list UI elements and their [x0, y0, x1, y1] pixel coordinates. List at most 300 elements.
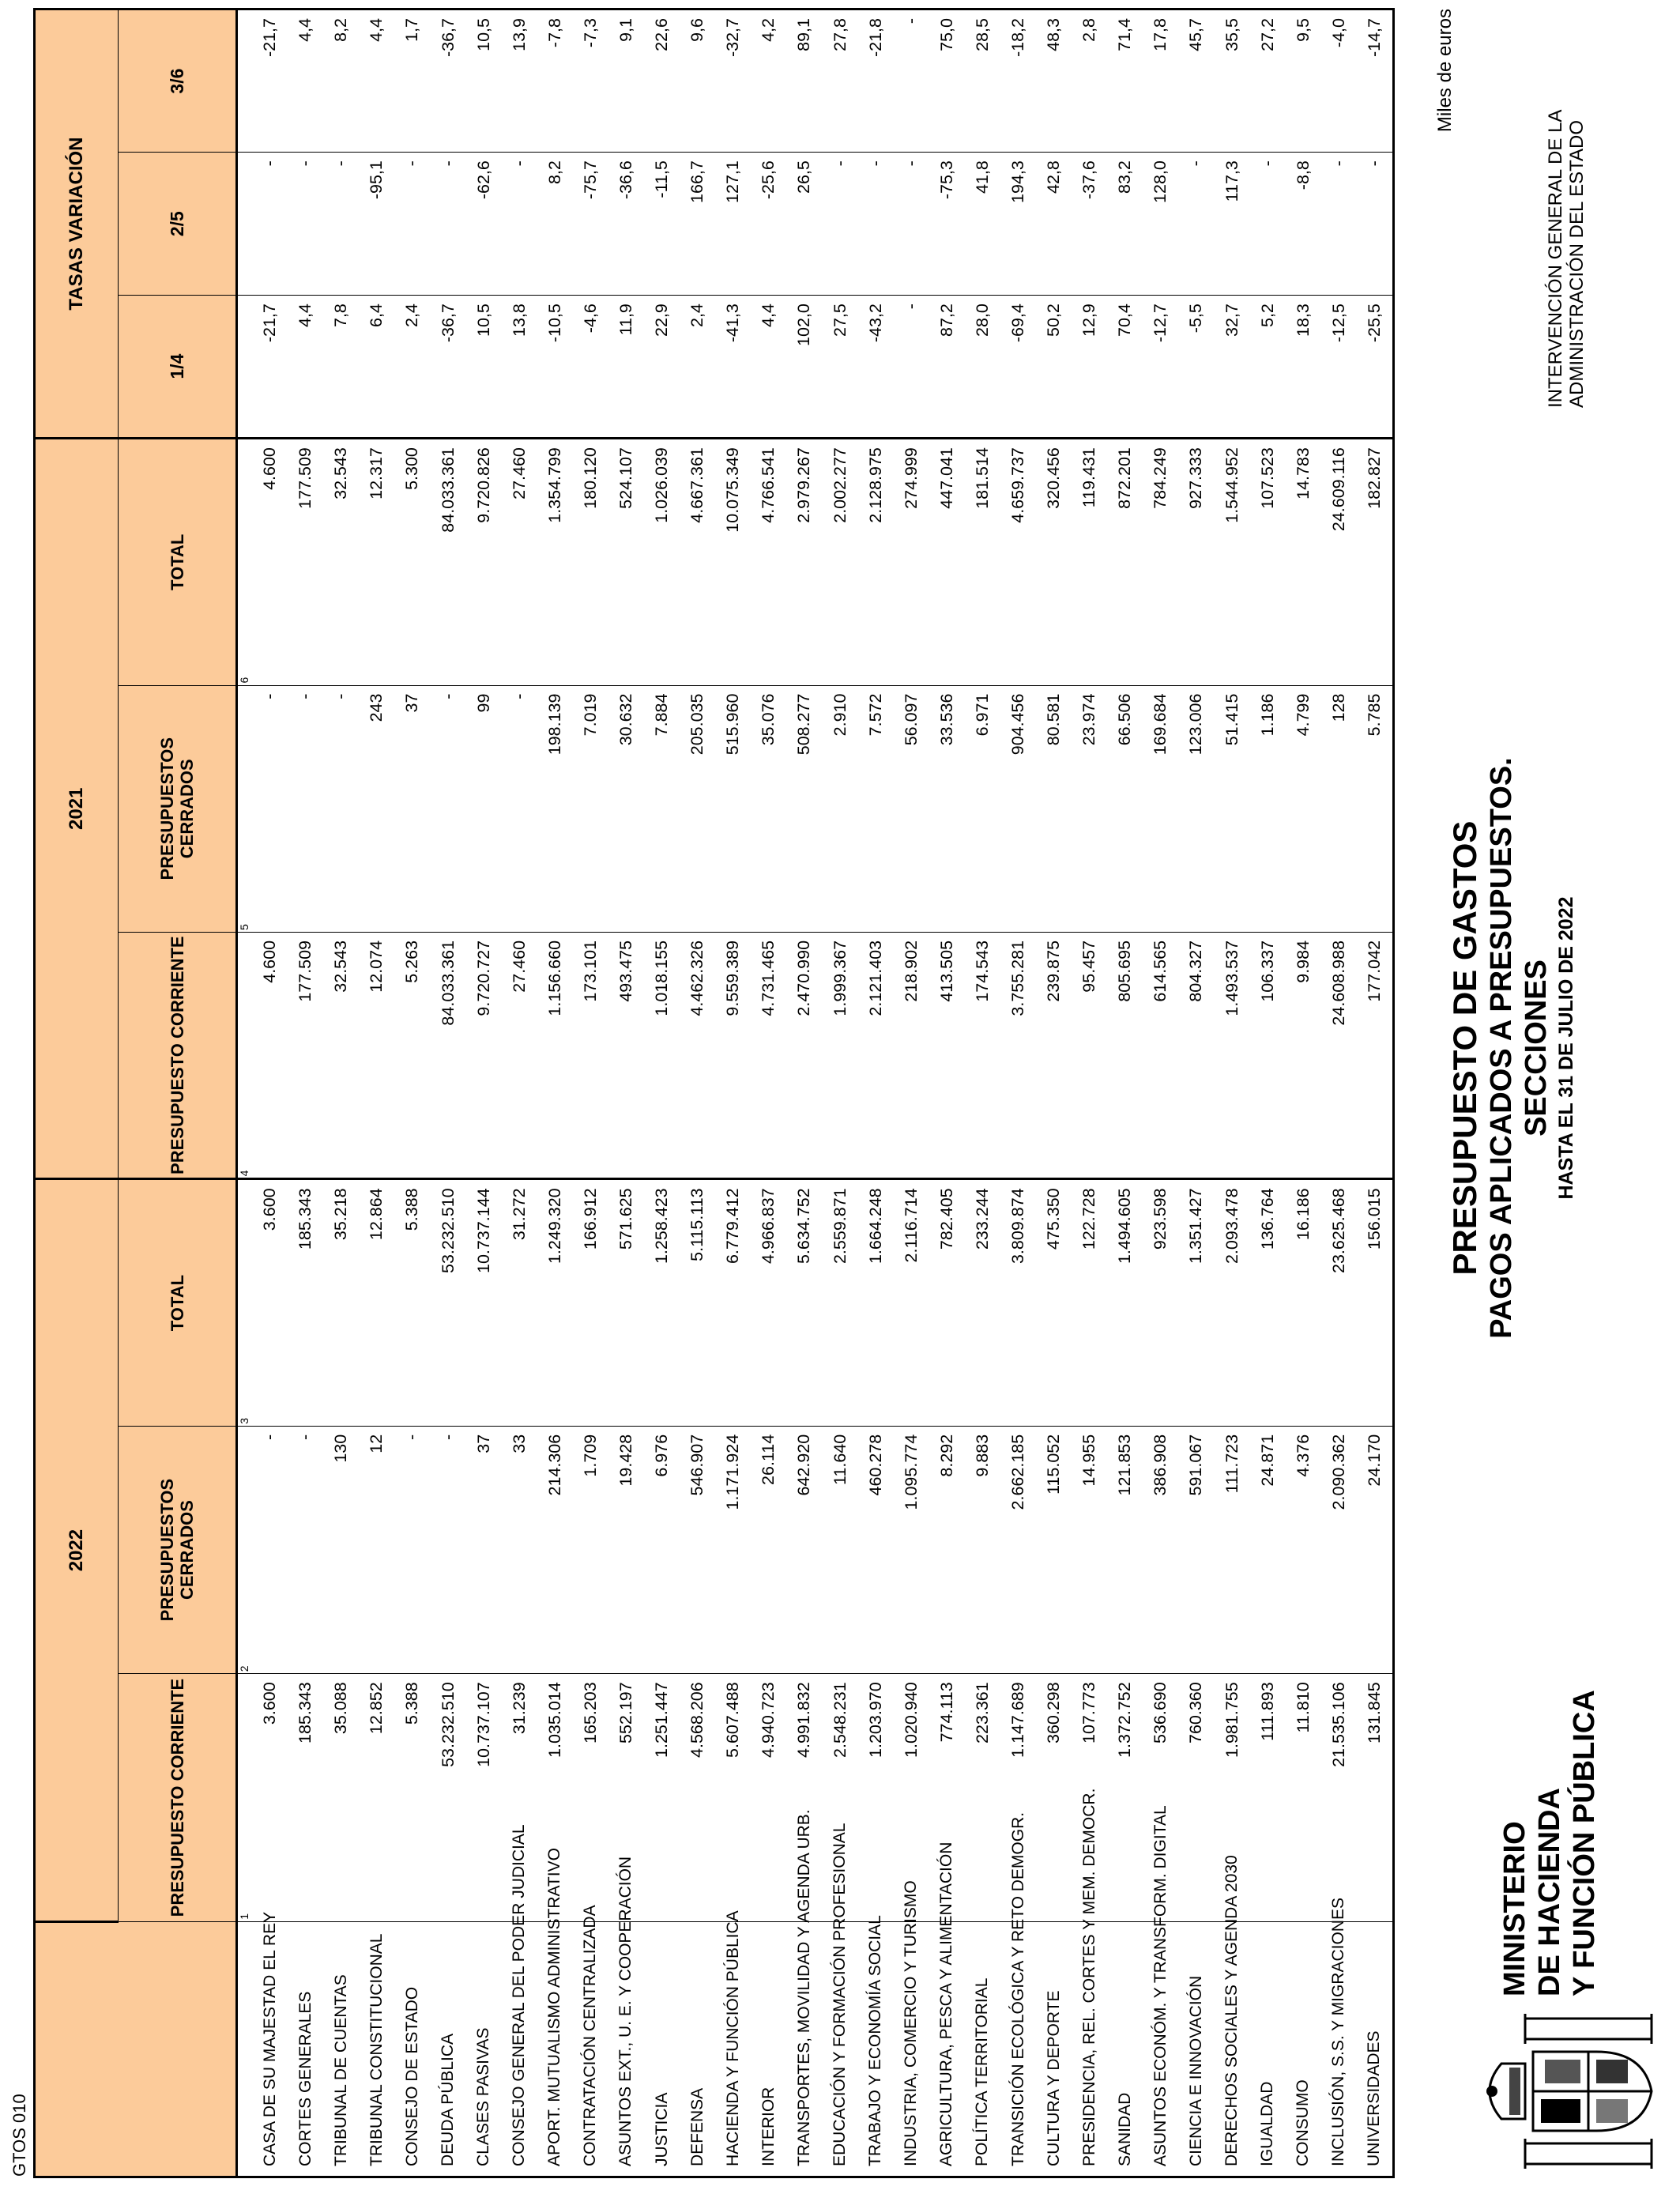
value-cell: 26.114 [751, 1426, 786, 1674]
value-cell: 19.428 [608, 1426, 644, 1674]
value-cell: 1.981.755 [1215, 1674, 1250, 1922]
value-cell: 4,4 [359, 9, 394, 153]
value-cell: 239.875 [1036, 932, 1072, 1178]
value-cell: - [1250, 153, 1286, 296]
value-cell: -41,3 [715, 296, 751, 439]
value-cell: -7,3 [573, 9, 608, 153]
section-name: DEFENSA [680, 1921, 715, 2177]
column-index-number: 3 [237, 1179, 253, 1426]
table-row [502, 9, 537, 2177]
value-cell: 53.232.510 [430, 1179, 465, 1426]
value-cell: 1.351.427 [1178, 1179, 1214, 1426]
value-cell: -36,7 [430, 296, 465, 439]
value-cell: 927.333 [1178, 439, 1214, 685]
section-name: TRIBUNAL DE CUENTAS [323, 1921, 359, 2177]
value-cell: 4.966.837 [751, 1179, 786, 1426]
value-cell: 552.197 [608, 1674, 644, 1922]
value-cell: 123.006 [1178, 685, 1214, 932]
value-cell: 11.810 [1286, 1674, 1321, 1922]
value-cell: 2.910 [823, 685, 858, 932]
value-cell: 10.075.349 [715, 439, 751, 685]
value-cell: - [1357, 153, 1394, 296]
value-cell: 27,2 [1250, 9, 1286, 153]
table-row [680, 9, 715, 2177]
value-cell: 460.278 [858, 1426, 894, 1674]
value-cell: 115.052 [1036, 1426, 1072, 1674]
table-row [252, 9, 288, 2177]
value-cell: -21,7 [252, 296, 288, 439]
value-cell: 128,0 [1143, 153, 1178, 296]
value-cell: 27,8 [823, 9, 858, 153]
group-header-2021: 2021 [35, 439, 119, 1179]
value-cell: 71,4 [1107, 9, 1143, 153]
value-cell: 10.737.107 [466, 1674, 502, 1922]
value-cell: -4,6 [573, 296, 608, 439]
value-cell: 1.203.970 [858, 1674, 894, 1922]
value-cell: 32.543 [323, 439, 359, 685]
value-cell: 475.350 [1036, 1179, 1072, 1426]
footer-code: GTOS 010 [9, 2094, 29, 2177]
value-cell: 1.494.605 [1107, 1179, 1143, 1426]
value-cell: 5.388 [394, 1674, 430, 1922]
value-cell: - [894, 153, 929, 296]
value-cell: 2.979.267 [786, 439, 822, 685]
value-cell: 214.306 [537, 1426, 573, 1674]
value-cell: 10,5 [466, 9, 502, 153]
ministry-name: MINISTERIO DE HACIENDA Y FUNCIÓN PÚBLICA [1498, 1690, 1601, 1996]
value-cell: 23.625.468 [1321, 1179, 1357, 1426]
value-cell: -43,2 [858, 296, 894, 439]
value-cell: 2.090.362 [1321, 1426, 1357, 1674]
table-row [644, 9, 680, 2177]
value-cell: 31.272 [502, 1179, 537, 1426]
value-cell: 180.120 [573, 439, 608, 685]
table-row [715, 9, 751, 2177]
table-row [1107, 9, 1143, 2177]
value-cell: 5.785 [1357, 685, 1394, 932]
value-cell: 1.020.940 [894, 1674, 929, 1922]
value-cell: - [894, 296, 929, 439]
value-cell: 233.244 [965, 1179, 1000, 1426]
value-cell: -12,5 [1321, 296, 1357, 439]
value-cell: 5.607.488 [715, 1674, 751, 1922]
value-cell: 7.019 [573, 685, 608, 932]
value-cell: 111.723 [1215, 1426, 1250, 1674]
value-cell: -95,1 [359, 153, 394, 296]
section-name: INCLUSIÓN, S.S. Y MIGRACIONES [1321, 1921, 1357, 2177]
value-cell: 4,4 [288, 296, 323, 439]
table-row [323, 9, 359, 2177]
table-row [288, 9, 323, 2177]
section-name: IGUALDAD [1250, 1921, 1286, 2177]
value-cell: -10,5 [537, 296, 573, 439]
value-cell: 5.388 [394, 1179, 430, 1426]
value-cell: 28,5 [965, 9, 1000, 153]
section-name: SANIDAD [1107, 1921, 1143, 2177]
value-cell: 66.506 [1107, 685, 1143, 932]
value-cell: 11.640 [823, 1426, 858, 1674]
value-cell: 21.535.106 [1321, 1674, 1357, 1922]
value-cell: 546.907 [680, 1426, 715, 1674]
value-cell: 27,5 [823, 296, 858, 439]
value-cell: 6.779.412 [715, 1179, 751, 1426]
value-cell: 23.974 [1072, 685, 1107, 932]
report-title [1446, 692, 1579, 1404]
section-name: CLASES PASIVAS [466, 1921, 502, 2177]
table-row [573, 9, 608, 2177]
section-name: TRIBUNAL CONSTITUCIONAL [359, 1921, 394, 2177]
value-cell: 1.664.248 [858, 1179, 894, 1426]
column-index-number: 6 [237, 439, 253, 685]
value-cell: 2.128.975 [858, 439, 894, 685]
value-cell: 4.766.541 [751, 439, 786, 685]
value-cell: 8.292 [929, 1426, 965, 1674]
value-cell: - [823, 153, 858, 296]
table-row [1286, 9, 1321, 2177]
value-cell: 9.559.389 [715, 932, 751, 1178]
value-cell: 70,4 [1107, 296, 1143, 439]
value-cell: 760.360 [1178, 1674, 1214, 1922]
value-cell: 83,2 [1107, 153, 1143, 296]
value-cell: 84.033.361 [430, 932, 465, 1178]
value-cell: 4.731.465 [751, 932, 786, 1178]
table-row [1357, 9, 1394, 2177]
value-cell: 128 [1321, 685, 1357, 932]
value-cell: -62,6 [466, 153, 502, 296]
value-cell: 131.845 [1357, 1674, 1394, 1922]
section-name: HACIENDA Y FUNCIÓN PÚBLICA [715, 1921, 751, 2177]
column-header: PRESUPUESTOS CERRADOS [119, 685, 237, 932]
value-cell: 4.991.832 [786, 1674, 822, 1922]
value-cell: 9,6 [680, 9, 715, 153]
value-cell: 35.218 [323, 1179, 359, 1426]
column-header: 1/4 [119, 296, 237, 439]
value-cell: 50,2 [1036, 296, 1072, 439]
value-cell: 185.343 [288, 1179, 323, 1426]
value-cell: 95.457 [1072, 932, 1107, 1178]
value-cell: 28,0 [965, 296, 1000, 439]
value-cell: 1.354.799 [537, 439, 573, 685]
value-cell: 5.263 [394, 932, 430, 1178]
table-row [1143, 9, 1178, 2177]
value-cell: 4.600 [252, 439, 288, 685]
column-index-number: 5 [237, 685, 253, 932]
value-cell: 127,1 [715, 153, 751, 296]
table-row [466, 9, 502, 2177]
value-cell: 515.960 [715, 685, 751, 932]
column-index-number [237, 9, 253, 153]
value-cell: 12.074 [359, 932, 394, 1178]
value-cell: 7.884 [644, 685, 680, 932]
value-cell: 1.251.447 [644, 1674, 680, 1922]
value-cell: 508.277 [786, 685, 822, 932]
value-cell: 4.667.361 [680, 439, 715, 685]
value-cell: 1.018.155 [644, 932, 680, 1178]
value-cell: 2.116.714 [894, 1179, 929, 1426]
value-cell: 774.113 [929, 1674, 965, 1922]
value-cell: - [1321, 153, 1357, 296]
row-label-header [35, 1921, 237, 2177]
value-cell: 1.493.537 [1215, 932, 1250, 1178]
section-name: AGRICULTURA, PESCA Y ALIMENTACIÓN [929, 1921, 965, 2177]
value-cell: - [502, 153, 537, 296]
value-cell: 37 [394, 685, 430, 932]
value-cell: 9.720.727 [466, 932, 502, 1178]
value-cell: 2.093.478 [1215, 1179, 1250, 1426]
value-cell: - [288, 1426, 323, 1674]
table-row [965, 9, 1000, 2177]
value-cell: 2,4 [394, 296, 430, 439]
value-cell: 32,7 [1215, 296, 1250, 439]
value-cell: 1.156.660 [537, 932, 573, 1178]
value-cell: 4,2 [751, 9, 786, 153]
group-header-rates: TASAS VARIACIÓN [35, 9, 119, 439]
value-cell: 33 [502, 1426, 537, 1674]
value-cell: 223.361 [965, 1674, 1000, 1922]
value-cell: 4.600 [252, 932, 288, 1178]
value-cell: 614.565 [1143, 932, 1178, 1178]
value-cell: 27.460 [502, 932, 537, 1178]
value-cell: 782.405 [929, 1179, 965, 1426]
column-index-number [237, 296, 253, 439]
value-cell: 51.415 [1215, 685, 1250, 932]
coat-of-arms-icon [1478, 2004, 1667, 2178]
value-cell: 130 [323, 1426, 359, 1674]
value-cell: 3.809.874 [1000, 1179, 1036, 1426]
value-cell: 12.864 [359, 1179, 394, 1426]
value-cell: 8,2 [323, 9, 359, 153]
table-row [394, 9, 430, 2177]
section-name: INDUSTRIA, COMERCIO Y TURISMO [894, 1921, 929, 2177]
section-name: TRANSICIÓN ECOLÓGICA Y RETO DEMOGR. [1000, 1921, 1036, 2177]
value-cell: 9,1 [608, 9, 644, 153]
table-row [823, 9, 858, 2177]
column-index-number: 1 [237, 1674, 253, 1922]
value-cell: - [288, 685, 323, 932]
value-cell: 24.609.116 [1321, 439, 1357, 685]
value-cell: 1.544.952 [1215, 439, 1250, 685]
value-cell: -21,7 [252, 9, 288, 153]
column-header: 3/6 [119, 9, 237, 153]
value-cell: 5.634.752 [786, 1179, 822, 1426]
value-cell: 99 [466, 685, 502, 932]
column-index-row [237, 9, 253, 2177]
value-cell: 12 [359, 1426, 394, 1674]
value-cell: - [430, 153, 465, 296]
value-cell: 9.720.826 [466, 439, 502, 685]
value-cell: 24.170 [1357, 1426, 1394, 1674]
value-cell: 4.568.206 [680, 1674, 715, 1922]
value-cell: 536.690 [1143, 1674, 1178, 1922]
value-cell: 4.462.326 [680, 932, 715, 1178]
table-row [1178, 9, 1214, 2177]
value-cell: 119.431 [1072, 439, 1107, 685]
value-cell: 1,7 [394, 9, 430, 153]
value-cell: 2.121.403 [858, 932, 894, 1178]
value-cell: - [323, 153, 359, 296]
value-cell: 107.773 [1072, 1674, 1107, 1922]
value-cell: 904.456 [1000, 685, 1036, 932]
value-cell: 524.107 [608, 439, 644, 685]
section-name: APORT. MUTUALISMO ADMINISTRATIVO [537, 1921, 573, 2177]
value-cell: 122.728 [1072, 1179, 1107, 1426]
value-cell: 9.883 [965, 1426, 1000, 1674]
value-cell: 37 [466, 1426, 502, 1674]
section-name: CIENCIA E INNOVACIÓN [1178, 1921, 1214, 2177]
value-cell: 2.002.277 [823, 439, 858, 685]
column-header: PRESUPUESTOS CERRADOS [119, 1426, 237, 1674]
value-cell: 3.755.281 [1000, 932, 1036, 1178]
value-cell: -8,8 [1286, 153, 1321, 296]
value-cell: 784.249 [1143, 439, 1178, 685]
value-cell: 2.662.185 [1000, 1426, 1036, 1674]
value-cell: 32.543 [323, 932, 359, 1178]
table-row [1000, 9, 1036, 2177]
value-cell: 218.902 [894, 932, 929, 1178]
value-cell: 360.298 [1036, 1674, 1072, 1922]
value-cell: 2.470.990 [786, 932, 822, 1178]
value-cell: 591.067 [1178, 1426, 1214, 1674]
value-cell: 3.600 [252, 1674, 288, 1922]
section-name: ASUNTOS ECONÓM. Y TRANSFORM. DIGITAL [1143, 1921, 1178, 2177]
value-cell: 872.201 [1107, 439, 1143, 685]
value-cell: 1.709 [573, 1426, 608, 1674]
value-cell: 4,4 [751, 296, 786, 439]
value-cell: 4,4 [288, 9, 323, 153]
value-cell: 166,7 [680, 153, 715, 296]
value-cell: 2.559.871 [823, 1179, 858, 1426]
value-cell: 1.186 [1250, 685, 1286, 932]
column-index-number: 2 [237, 1426, 253, 1674]
value-cell: -4,0 [1321, 9, 1357, 153]
section-name: DERECHOS SOCIALES Y AGENDA 2030 [1215, 1921, 1250, 2177]
value-cell: 13,9 [502, 9, 537, 153]
value-cell: 107.523 [1250, 439, 1286, 685]
value-cell: - [502, 685, 537, 932]
value-cell: 1.171.924 [715, 1426, 751, 1674]
column-index-number: 4 [237, 932, 253, 1178]
section-name: PRESIDENCIA, REL. CORTES Y MEM. DEMOCR. [1072, 1921, 1107, 2177]
units-label: Miles de euros [1434, 9, 1456, 133]
value-cell: - [288, 153, 323, 296]
value-cell: -25,6 [751, 153, 786, 296]
section-name: POLÍTICA TERRITORIAL [965, 1921, 1000, 2177]
value-cell: -11,5 [644, 153, 680, 296]
value-cell: - [252, 1426, 288, 1674]
value-cell: 75,0 [929, 9, 965, 153]
value-cell: 177.509 [288, 932, 323, 1178]
value-cell: 17,8 [1143, 9, 1178, 153]
value-cell: 14.783 [1286, 439, 1321, 685]
value-cell: 26,5 [786, 153, 822, 296]
value-cell: 45,7 [1178, 9, 1214, 153]
value-cell: -32,7 [715, 9, 751, 153]
column-header: PRESUPUESTO CORRIENTE [119, 932, 237, 1178]
value-cell: - [252, 153, 288, 296]
value-cell: 165.203 [573, 1674, 608, 1922]
value-cell: 14.955 [1072, 1426, 1107, 1674]
table-row [929, 9, 965, 2177]
value-cell: 48,3 [1036, 9, 1072, 153]
value-cell: - [894, 9, 929, 153]
value-cell: - [252, 685, 288, 932]
table-row [1250, 9, 1286, 2177]
value-cell: -37,6 [1072, 153, 1107, 296]
value-cell: - [394, 153, 430, 296]
value-cell: 24.608.988 [1321, 932, 1357, 1178]
value-cell: 80.581 [1036, 685, 1072, 932]
title-line-2: PAGOS APLICADOS A PRESUPUESTOS. SECCIONES [1485, 757, 1553, 1339]
value-cell: - [1178, 153, 1214, 296]
value-cell: 1.026.039 [644, 439, 680, 685]
section-name: CONSEJO DE ESTADO [394, 1921, 430, 2177]
value-cell: 7,8 [323, 296, 359, 439]
value-cell: 111.893 [1250, 1674, 1286, 1922]
value-cell: -7,8 [537, 9, 573, 153]
value-cell: 198.139 [537, 685, 573, 932]
value-cell: 642.920 [786, 1426, 822, 1674]
value-cell: 6.971 [965, 685, 1000, 932]
value-cell: 31.239 [502, 1674, 537, 1922]
value-cell: 33.536 [929, 685, 965, 932]
value-cell: 413.505 [929, 932, 965, 1178]
value-cell: 1.095.774 [894, 1426, 929, 1674]
value-cell: -25,5 [1357, 296, 1394, 439]
value-cell: 89,1 [786, 9, 822, 153]
value-cell: 30.632 [608, 685, 644, 932]
value-cell: 194,3 [1000, 153, 1036, 296]
column-index-number [237, 153, 253, 296]
value-cell: 1.258.423 [644, 1179, 680, 1426]
table-row [1321, 9, 1357, 2177]
value-cell: 84.033.361 [430, 439, 465, 685]
value-cell: - [858, 153, 894, 296]
value-cell: 8,2 [537, 153, 573, 296]
section-name: EDUCACIÓN Y FORMACIÓN PROFESIONAL [823, 1921, 858, 2177]
value-cell: 10.737.144 [466, 1179, 502, 1426]
value-cell: 1.147.689 [1000, 1674, 1036, 1922]
column-header: 2/5 [119, 153, 237, 296]
section-name: DEUDA PÚBLICA [430, 1921, 465, 2177]
index-cell [237, 1921, 253, 2177]
value-cell: 166.912 [573, 1179, 608, 1426]
value-cell: 24.871 [1250, 1426, 1286, 1674]
value-cell: 11,9 [608, 296, 644, 439]
column-header: TOTAL [119, 1179, 237, 1426]
section-name: TRABAJO Y ECONOMÍA SOCIAL [858, 1921, 894, 2177]
value-cell: 4.376 [1286, 1426, 1321, 1674]
value-cell: 156.015 [1357, 1179, 1394, 1426]
value-cell: 1.035.014 [537, 1674, 573, 1922]
value-cell: 106.337 [1250, 932, 1286, 1178]
value-cell: 177.042 [1357, 932, 1394, 1178]
value-cell: 27.460 [502, 439, 537, 685]
value-cell: 1.999.367 [823, 932, 858, 1178]
value-cell: 923.598 [1143, 1179, 1178, 1426]
table-row [1215, 9, 1250, 2177]
value-cell: 117,3 [1215, 153, 1250, 296]
value-cell: -21,8 [858, 9, 894, 153]
section-name: CORTES GENERALES [288, 1921, 323, 2177]
value-cell: 10,5 [466, 296, 502, 439]
value-cell: 9,5 [1286, 9, 1321, 153]
value-cell: 243 [359, 685, 394, 932]
value-cell: -5,5 [1178, 296, 1214, 439]
value-cell: 42,8 [1036, 153, 1072, 296]
value-cell: 35.076 [751, 685, 786, 932]
value-cell: 182.827 [1357, 439, 1394, 685]
value-cell: 12,9 [1072, 296, 1107, 439]
